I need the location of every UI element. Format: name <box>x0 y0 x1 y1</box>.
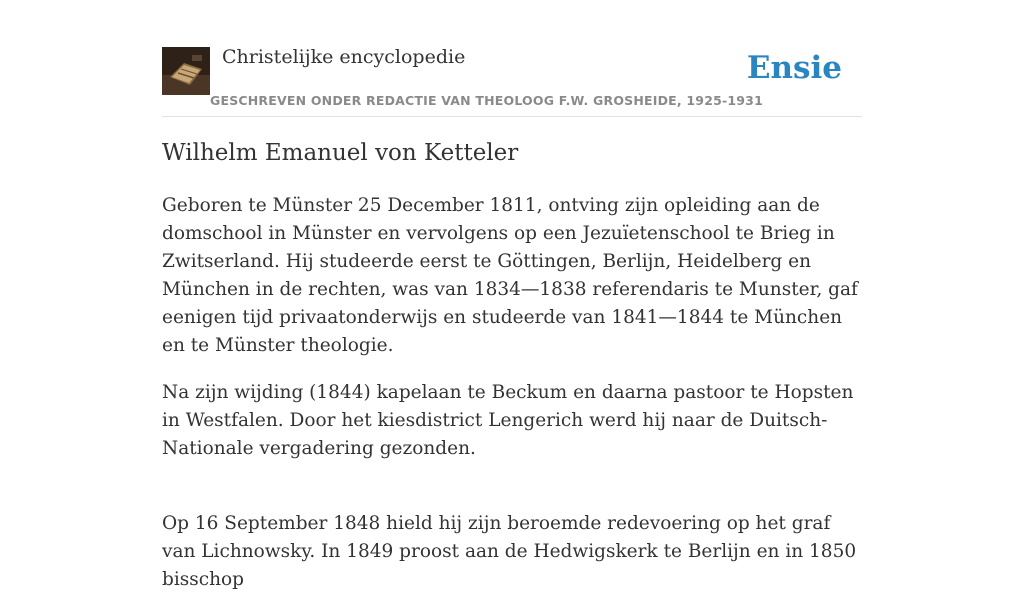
article-body <box>162 192 862 613</box>
article-title: Wilhelm Emanuel von Ketteler <box>162 140 519 166</box>
site-header <box>162 46 862 117</box>
book-photo-icon[interactable] <box>162 47 210 95</box>
site-name[interactable]: Christelijke encyclopedie <box>222 46 466 68</box>
site-subtitle: GESCHREVEN ONDER REDACTIE VAN THEOLOOG F.W. GROSHEIDE, 1925-1931 <box>210 93 763 108</box>
article-paragraph: Na zijn wijding (1844) kapelaan te Beckum en daarna pastoor te Hopsten in Westfalen. Door het kiesdistrict Lengerich werd hij naar de Duitsch-Nationale vergadering gezonden. <box>162 382 854 459</box>
article-paragraph: Op 16 September 1848 hield hij zijn beroemde redevoering op het graf van Lichnowsky. In 1849 proost aan de Hedwigskerk te Berlijn en in 1850 bisschop <box>162 513 857 590</box>
article-paragraph: Geboren te Münster 25 December 1811, ontving zijn opleiding aan de domschool in Münster en vervolgens op een Jezuïetenschool te Brieg in Zwitserland. Hij studeerde eerst te Göttingen, Berlijn, Heidelberg en München in de rechten, was van 1834—1838 referendaris te Munster, gaf eenigen tijd privaatonderwijs en studeerde van 1841—1844 te München en te Münster theologie. <box>162 195 858 356</box>
brand-logo[interactable]: Ensie <box>746 50 842 86</box>
